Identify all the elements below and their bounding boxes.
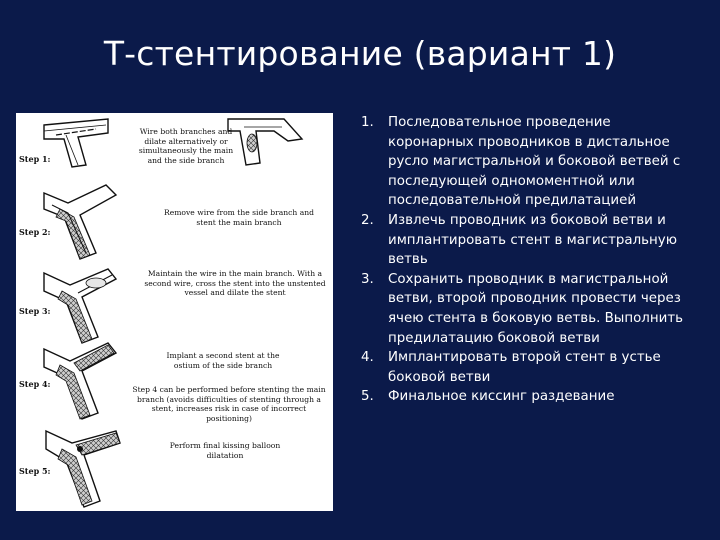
step1-left-vessel — [44, 119, 108, 167]
step2-caption: Remove wire from the side branch and stent the main branch — [164, 208, 314, 227]
list-item-text: Извлечь проводник из боковой ветви и имплантировать стент в магистральную ветвь — [388, 212, 677, 268]
t-stenting-figure — [16, 113, 333, 511]
step1-label: Step 1: — [19, 154, 51, 164]
step1-caption: Wire both branches and dilate alternatively or simultaneously the main and the side branch — [138, 127, 234, 165]
list-item-text: Сохранить проводник в магистральной ветви, второй проводник провести через ячею стента в боковую ветвь. Выполнить предилатацию боковой ветви — [388, 271, 684, 346]
step4-label: Step 4: — [19, 379, 51, 389]
steps-list — [361, 113, 691, 407]
step1-right-vessel — [228, 119, 302, 165]
list-item-number: 4. — [361, 350, 374, 366]
list-item-number: 5. — [361, 389, 374, 405]
list-item-text: Финальное киссинг раздевание — [388, 389, 615, 405]
list-item-text: Имплантировать второй стент в устье боковой ветви — [388, 350, 661, 385]
slide-title: Т-стентирование (вариант 1) — [103, 34, 617, 73]
step4-caption: Implant a second stent at the ostium of the side branch — [166, 351, 280, 370]
step5-label: Step 5: — [19, 466, 51, 476]
list-item — [361, 348, 691, 387]
step5-caption: Perform final kissing balloon dilatation — [169, 441, 281, 460]
step4-vessel — [44, 343, 116, 419]
step2-label: Step 2: — [19, 227, 51, 237]
list-item — [361, 387, 691, 407]
list-item-number: 3. — [361, 271, 374, 287]
list-item — [361, 270, 691, 348]
step2-vessel — [44, 185, 116, 259]
step5-vessel — [46, 431, 120, 507]
list-item — [361, 113, 691, 211]
step3-vessel — [44, 269, 116, 343]
list-item — [361, 211, 691, 270]
step3-label: Step 3: — [19, 306, 51, 316]
list-item-text: Последовательное проведение коронарных проводников в дистальное русло магистральной и боковой ветвей с последующей одномоментной или последовательной предилатацией — [388, 115, 681, 209]
list-item-number: 2. — [361, 212, 374, 228]
list-item-number: 1. — [361, 115, 374, 130]
step3-caption: Maintain the wire in the main branch. With a second wire, cross the stent into the unstented vessel and dilate the stent — [144, 269, 326, 297]
step4-note: Step 4 can be performed before stenting the main branch (avoids difficulties of stenting through a stent, increases risk in case of incorrect positioning) — [132, 385, 326, 423]
